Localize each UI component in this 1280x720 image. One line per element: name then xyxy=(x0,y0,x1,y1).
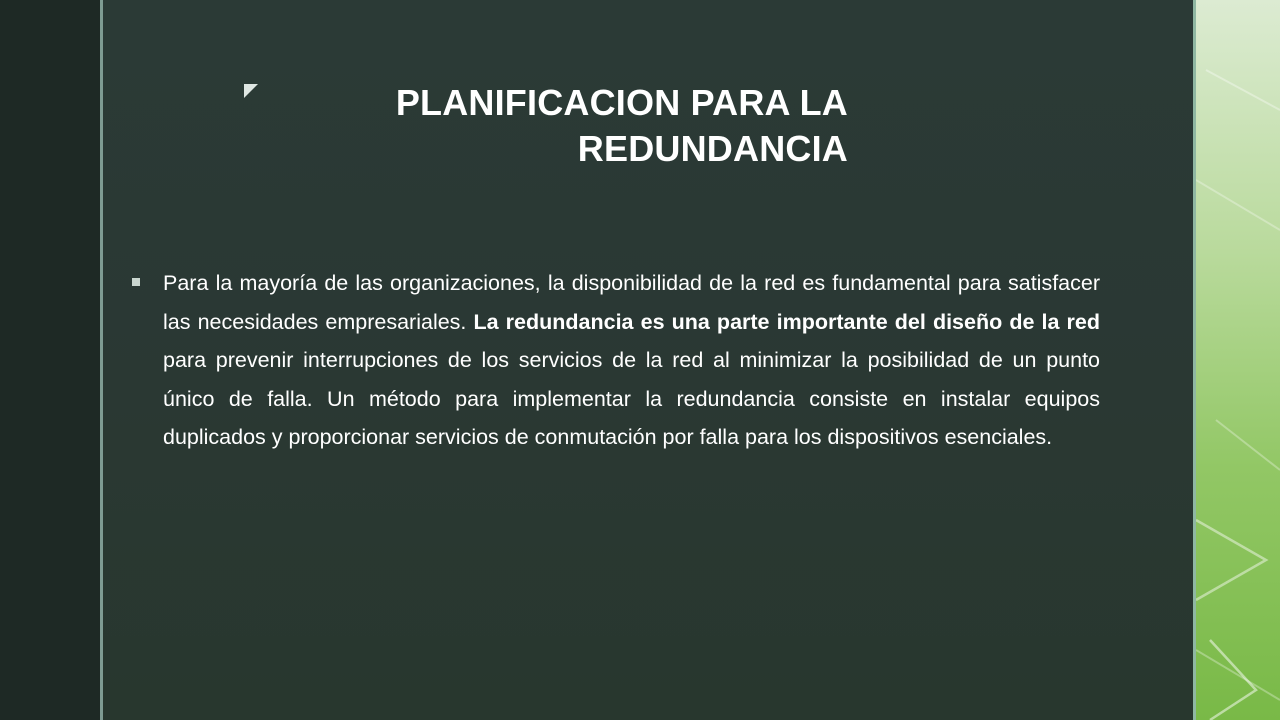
bullet-item xyxy=(130,264,1100,457)
body-text-start: Para la mayoría de las organizaciones, la disponibilidad de la red es fundamental para satisfacer las necesidades empresariales. xyxy=(163,271,1100,334)
left-divider-line xyxy=(100,0,103,720)
decor-lines xyxy=(1196,0,1280,720)
slide-title: PLANIFICACION PARA LA REDUNDANCIA xyxy=(395,82,848,169)
body-text-bold: La redundancia es una parte importante del diseño de la red xyxy=(473,309,1100,334)
square-bullet-icon xyxy=(132,278,140,286)
left-band xyxy=(0,0,100,720)
slide-content xyxy=(130,264,1100,457)
body-text-end: para prevenir interrupciones de los servicios de la red al minimizar la posibilidad de un punto único de falla. Un método para implementar la redundancia consiste en instalar equipos duplicados y proporcionar servicios de conmutación por falla para los dispositivos esenciales. xyxy=(163,348,1100,449)
right-decor-panel xyxy=(1196,0,1280,720)
body-paragraph xyxy=(163,264,1100,457)
